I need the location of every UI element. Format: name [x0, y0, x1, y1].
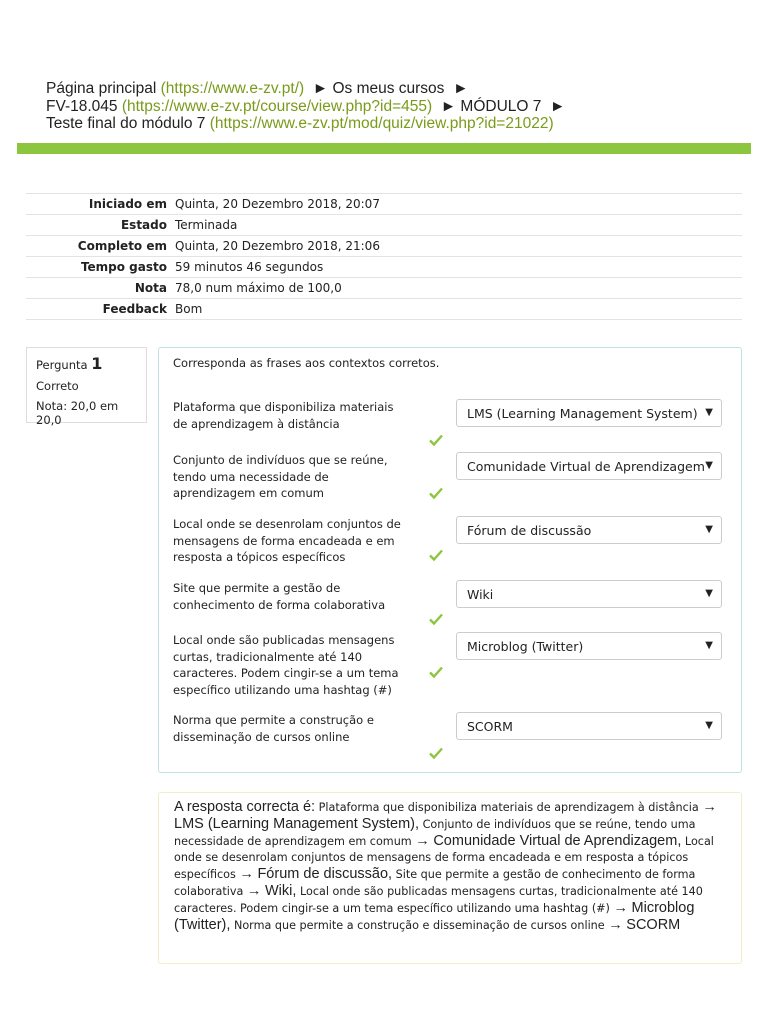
feedback-arrow-icon: → [239, 866, 254, 882]
feedback-answer: Wiki [264, 883, 293, 899]
summary-label: Tempo gasto [80, 260, 167, 274]
check-icon [428, 664, 444, 680]
dropdown-arrow-icon: ▼ [705, 640, 713, 651]
match-answer-value: Comunidade Virtual de Aprendizagem [467, 459, 705, 474]
question-grade: Nota: 20,0 em 20,0 [36, 399, 119, 427]
feedback-answer: LMS (Learning Management System) [174, 816, 415, 832]
summary-row [26, 299, 742, 320]
match-stem: Plataforma que disponibiliza materiais de aprendizagem à distância [173, 400, 394, 431]
match-answer-select[interactable] [456, 632, 722, 660]
check-icon [428, 611, 444, 627]
feedback-answer: SCORM [626, 917, 681, 933]
match-answer-select[interactable] [456, 399, 722, 427]
feedback-stem: Local onde se desenrolam conjuntos de mensagens de forma encadeada e em resposta a tópicos específicos [174, 835, 714, 881]
match-answer-select[interactable] [456, 580, 722, 608]
breadcrumb-separator-icon: ► [550, 97, 566, 115]
feedback-arrow-icon: → [608, 917, 623, 933]
feedback-arrow-icon: → [613, 900, 628, 916]
check-icon [428, 745, 444, 761]
feedback-arrow-icon: → [702, 799, 717, 815]
dropdown-arrow-icon: ▼ [705, 720, 713, 731]
feedback-stem: Local onde são publicadas mensagens curtas, tradicionalmente até 140 caracteres. Podem cingir-se a um tema específico utilizando uma hashtag (#) [174, 885, 703, 915]
breadcrumb-my-courses[interactable]: Os meus cursos [332, 80, 445, 97]
question-state: Correto [36, 379, 79, 393]
feedback-separator: , [226, 917, 231, 933]
summary-value: 59 minutos 46 segundos [175, 260, 324, 274]
match-answer-select[interactable] [456, 712, 722, 740]
match-answer-select[interactable] [456, 516, 722, 544]
summary-value: 78,0 num máximo de 100,0 [175, 281, 342, 295]
breadcrumb-course[interactable]: FV-18.045 [46, 97, 118, 115]
correct-answer-feedback [158, 792, 742, 964]
feedback-arrow-icon: → [246, 883, 262, 899]
question-text: Corresponda as frases aos contextos corretos. [173, 356, 440, 370]
check-icon [428, 547, 444, 563]
summary-row [26, 278, 742, 299]
breadcrumb-module[interactable]: MÓDULO 7 [460, 97, 542, 115]
breadcrumb-quiz-link[interactable]: (https://www.e-zv.pt/mod/quiz/view.php?id=21022) [209, 115, 554, 132]
summary-label: Feedback [102, 302, 167, 316]
match-stem: Site que permite a gestão de conhecimento de forma colaborativa [173, 581, 386, 612]
accent-bar [17, 143, 751, 154]
feedback-stem: Norma que permite a construção e disseminação de cursos online [233, 919, 605, 932]
feedback-separator: , [388, 866, 393, 882]
summary-value: Terminada [175, 218, 238, 232]
breadcrumb-separator-icon: ► [440, 97, 457, 115]
feedback-arrow-icon: → [415, 833, 430, 849]
attempt-summary-table [26, 193, 742, 320]
match-answer-select[interactable] [456, 452, 722, 480]
feedback-separator: , [292, 883, 297, 899]
match-stem: Local onde são publicadas mensagens curtas, tradicionalmente até 140 caracteres. Podem cingir-se a um tema específico utilizando uma hashtag (#) [173, 633, 399, 697]
question-number: 1 [91, 354, 103, 373]
match-answer-value: LMS (Learning Management System) [467, 406, 698, 421]
match-stem: Conjunto de indivíduos que se reúne, tendo uma necessidade de aprendizagem em comum [173, 453, 388, 500]
summary-label: Nota [134, 281, 167, 295]
summary-value: Quinta, 20 Dezembro 2018, 21:06 [175, 239, 380, 253]
breadcrumb-home[interactable]: Página principal [46, 80, 157, 97]
dropdown-arrow-icon: ▼ [705, 524, 713, 535]
feedback-stem: Conjunto de indivíduos que se reúne, tendo uma necessidade de aprendizagem em comum [174, 818, 696, 848]
breadcrumb-home-link[interactable]: (https://www.e-zv.pt/) [160, 80, 305, 97]
breadcrumb [46, 80, 746, 133]
match-answer-value: SCORM [467, 719, 513, 734]
breadcrumb-quiz[interactable]: Teste final do módulo 7 [46, 115, 206, 132]
feedback-answer: Comunidade Virtual de Aprendizagem [433, 833, 678, 849]
summary-label: Completo em [77, 239, 167, 253]
breadcrumb-course-link[interactable]: (https://www.e-zv.pt/course/view.php?id=455) [121, 97, 433, 115]
feedback-answer: Fórum de discussão [257, 866, 389, 882]
summary-row [26, 215, 742, 236]
dropdown-arrow-icon: ▼ [705, 588, 713, 599]
breadcrumb-separator-icon: ► [453, 80, 469, 97]
question-content-box [158, 347, 742, 773]
feedback-stem: Site que permite a gestão de conhecimento de forma colaborativa [174, 868, 696, 898]
summary-label: Iniciado em [88, 197, 167, 211]
summary-value: Bom [175, 302, 203, 316]
match-stem: Local onde se desenrolam conjuntos de mensagens de forma encadeada e em resposta a tópicos específicos [173, 517, 401, 564]
summary-value: Quinta, 20 Dezembro 2018, 20:07 [175, 197, 380, 211]
summary-row [26, 194, 742, 215]
question-label: Pergunta [36, 358, 88, 372]
summary-label: Estado [120, 218, 167, 232]
match-answer-value: Fórum de discussão [467, 523, 592, 538]
check-icon [428, 485, 444, 501]
dropdown-arrow-icon: ▼ [705, 407, 713, 418]
match-answer-value: Microblog (Twitter) [467, 639, 584, 654]
feedback-answer: Microblog (Twitter) [174, 900, 695, 933]
summary-row [26, 257, 742, 278]
feedback-separator: , [677, 833, 682, 849]
match-answer-value: Wiki [467, 587, 494, 602]
summary-row [26, 236, 742, 257]
check-icon [428, 432, 444, 448]
match-stem: Norma que permite a construção e disseminação de cursos online [173, 713, 374, 744]
feedback-separator: , [414, 816, 420, 832]
feedback-intro: A resposta correcta é: [174, 799, 316, 815]
feedback-stem: Plataforma que disponibiliza materiais de aprendizagem à distância [318, 801, 699, 814]
dropdown-arrow-icon: ▼ [705, 460, 713, 471]
breadcrumb-separator-icon: ► [312, 80, 329, 97]
question-info-box [26, 347, 147, 427]
